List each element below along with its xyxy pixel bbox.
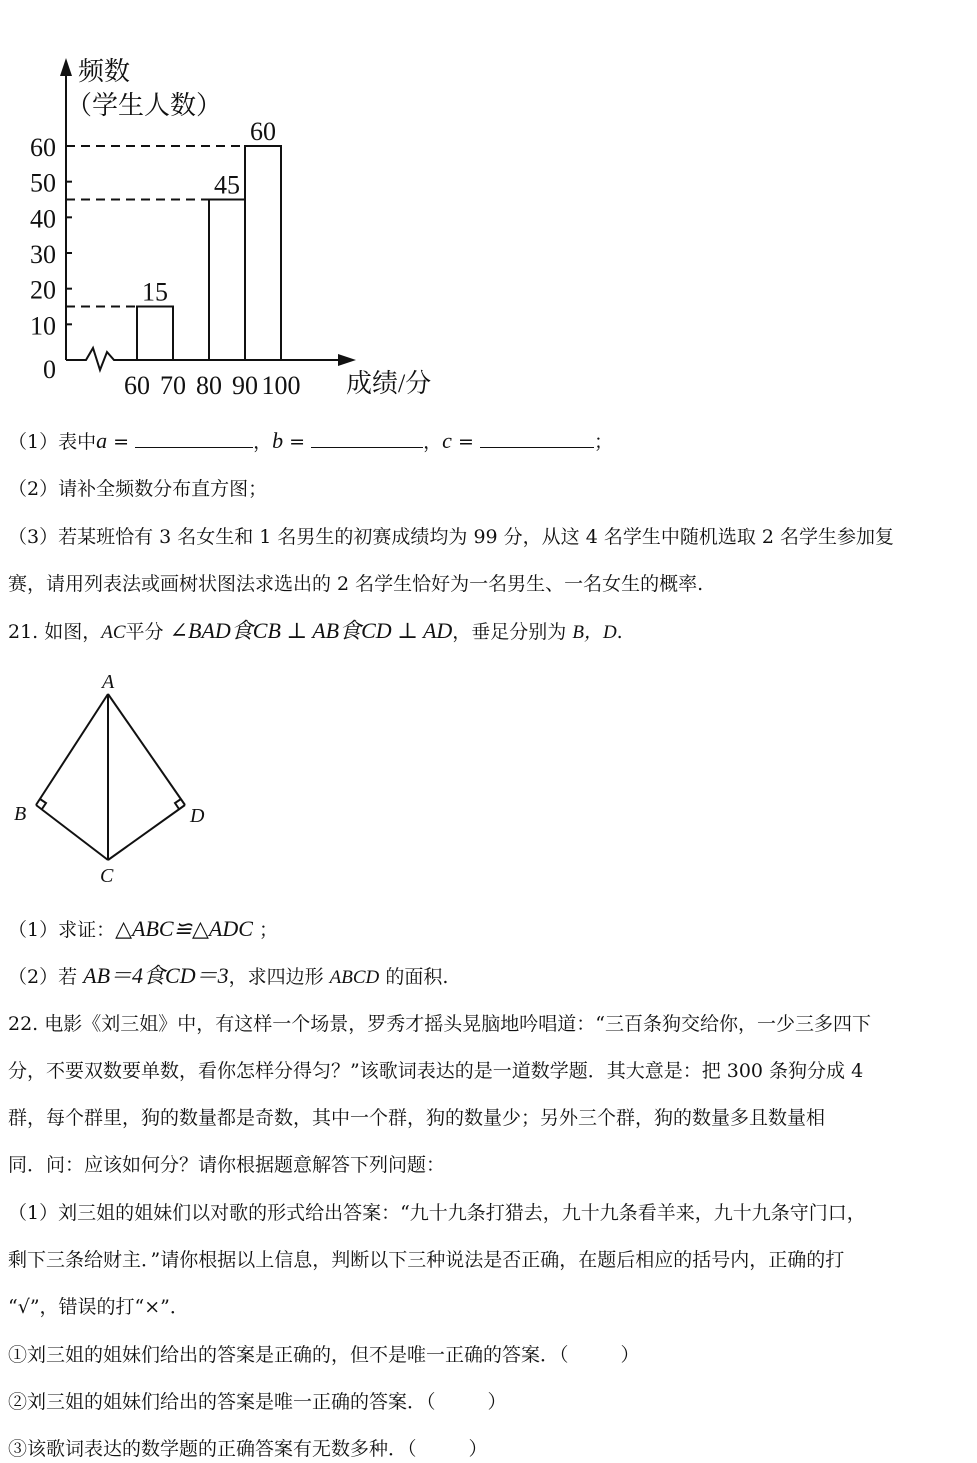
q21-abcd: ABCD [329,967,380,988]
comma-a: ， [253,431,273,453]
var-b: b [272,428,284,453]
x-tick-label: 100 [261,371,301,400]
label-b: B [14,803,27,825]
q20-part1-prefix: （1）表中 [8,431,97,453]
blank-b[interactable] [311,429,423,448]
histogram-bar [137,307,173,361]
statement-3-text: ③该歌词表达的数学题的正确答案有无数多种．（ [8,1438,417,1460]
q21-part1 [8,916,971,943]
blank-c[interactable] [480,429,594,448]
x-tick-label: 90 [232,371,258,400]
q20-part2: （2）请补全频数分布直方图； [8,478,268,500]
label-a: A [102,671,115,693]
y-tick-label: 20 [30,275,56,305]
q22-part1-line2: 剩下三条给财主．”请你根据以上信息，判断以下三种说法是否正确，在题后相应的括号内，正确的打 [8,1249,845,1271]
q21-part1-formula: △ABC≌△ADC [115,916,253,941]
edge-ad [108,694,185,805]
edge-ab [36,694,108,805]
q22-line2: 分，不要双数要单数，看你怎样分得匀？”该歌词表达的是一道数学题．其大意是：把 300 条狗分成 4 [8,1060,864,1082]
q21-ac: AC [101,622,126,643]
y-tick-label: 40 [30,204,56,234]
frequency-histogram [0,0,470,410]
q22-line3: 群，每个群里，狗的数量都是奇数，其中一个群，狗的数量少；另外三个群，狗的数量多且数量相 [8,1107,826,1129]
histogram-bar [245,146,281,360]
q21-part2-prefix: （2）若 [8,966,78,988]
label-d: D [190,805,205,827]
var-a: a [96,428,108,453]
edge-cd [108,805,185,860]
bar-value-label: 60 [250,117,276,146]
q21-part2-suffix: 的面积. [385,966,449,988]
q21-period: . [616,621,623,643]
x-axis-label: 成绩/分 [346,369,432,398]
q21-part2-formula: AB＝4食CD＝3 [83,963,229,988]
x-tick-label: 70 [160,371,186,400]
label-c: C [100,865,114,887]
q21-intro-mid: 平分 [125,621,164,643]
comma-b: ， [423,431,443,453]
q22-statement-1 [8,1342,971,1368]
y-tick-label: 0 [43,355,56,384]
x-tick-label: 60 [124,371,150,400]
statement-2-close: ） [487,1391,507,1413]
bar-value-label: 45 [214,170,240,200]
blank-a[interactable] [135,429,253,448]
q20-part3-line1: （3）若某班恰有 3 名女生和 1 名男生的初赛成绩均为 99 分，从这 4 名学生中随机选取 2 名学生参加复 [8,526,895,548]
q20-part3-line2: 赛，请用列表法或画树状图法求选出的 2 名学生恰好为一名男生、一名女生的概率. [8,573,704,595]
q21-part2 [8,963,971,991]
q22-part1-line1: （1）刘三姐的姐妹们以对歌的形式给出答案：“九十九条打猎去，九十九条看羊来，九十九条守门口， [8,1202,866,1224]
x-axis-arrow [338,354,356,366]
y-tick-label: 60 [30,133,56,162]
q21-part1-suffix: ； [258,919,278,941]
semicolon: ； [593,431,613,453]
eq-sign-a: = [113,431,130,453]
q22-line4: 同．问：应该如何分？请你根据题意解答下列问题： [8,1154,446,1176]
q21-condition-formula: ∠BAD食CB ⊥ AB食CD ⊥ AD [169,618,453,643]
q21-part2-mid: ，求四边形 [228,966,324,988]
edge-bc [36,805,108,860]
y-axis-label-1: 频数 [78,57,131,86]
y-tick-label: 50 [30,168,56,198]
x-tick-label: 80 [196,371,222,400]
y-tick-label: 30 [30,240,56,269]
q22-statement-3 [8,1436,971,1462]
statement-2-text: ②刘三姐的姐妹们给出的答案是唯一正确的答案．（ [8,1391,436,1413]
y-axis-arrow [60,58,72,76]
q20-part1 [8,428,971,455]
q22-part1-line3: “√”，错误的打“×”． [8,1296,189,1318]
eq-sign-b: = [289,431,306,453]
q21-part1-prefix: （1）求证： [8,919,116,941]
bar-value-label: 15 [142,277,168,307]
kite-figure [0,660,240,890]
q21-intro-prefix: 21. 如图， [8,621,102,643]
q21-feet: B，D [572,622,617,643]
var-c: c [442,428,452,453]
eq-sign-c: = [457,431,474,453]
q22-line1: 22. 电影《刘三姐》中，有这样一个场景，罗秀才摇头晃脑地吟唱道：“三百条狗交给你，一少三多四下 [8,1013,871,1035]
statement-1-close: ） [620,1344,640,1366]
q21-intro [8,618,971,646]
histogram-bar [209,200,245,361]
statement-1-text: ①刘三姐的姐妹们给出的答案是正确的，但不是唯一正确的答案．（ [8,1344,569,1366]
y-axis-label-2: （学生人数） [66,91,223,120]
q22-statement-2 [8,1389,971,1415]
statement-3-close: ） [468,1438,488,1460]
y-tick-label: 10 [30,311,56,341]
q21-intro-suffix: ，垂足分别为 [452,621,567,643]
